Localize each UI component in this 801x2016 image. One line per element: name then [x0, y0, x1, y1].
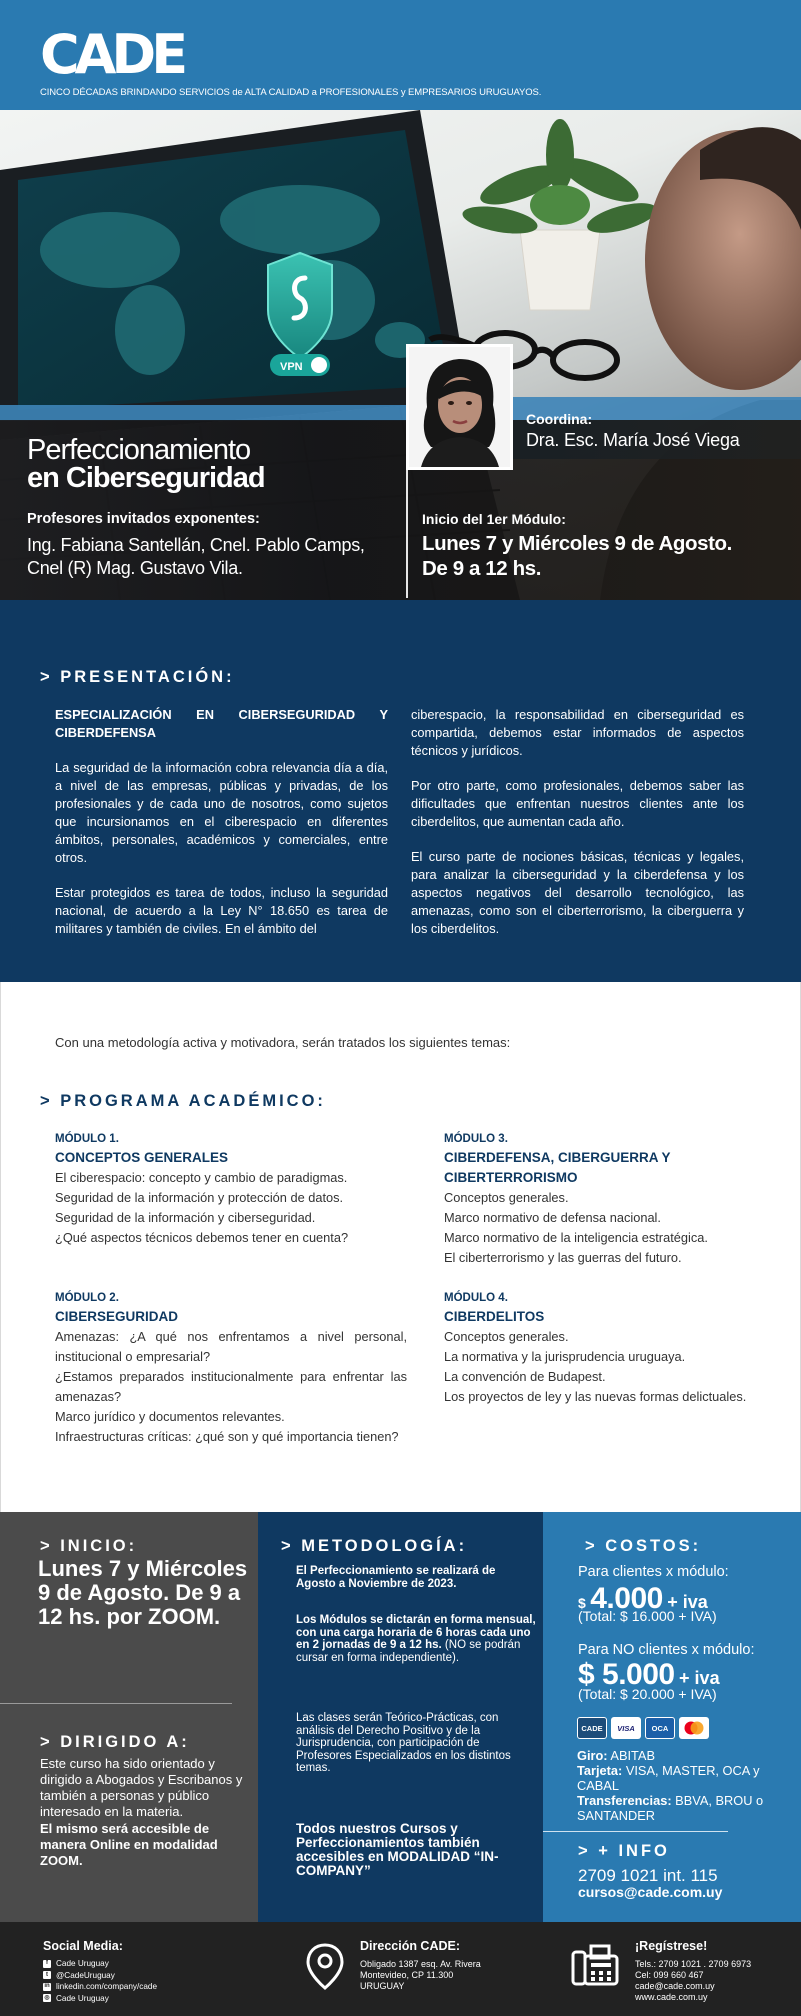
info-heading: > + INFO: [578, 1842, 670, 1860]
nonclients-price-value: $ 5.000: [578, 1658, 675, 1691]
course-title-line1: Perfeccionamiento: [27, 434, 251, 466]
social-label: Cade Uruguay: [56, 1993, 109, 2003]
presentation-paragraph: ciberespacio, la responsabilidad en ciberseguridad es compartida, debemos estar informados de aspectos técnicos y jurídicos.: [411, 707, 744, 758]
social-twitter[interactable]: [43, 1970, 157, 1982]
presentation-subtitle: ESPECIALIZACIÓN EN CIBERSEGURIDAD Y CIBERDEFENSA: [55, 707, 388, 740]
register-website[interactable]: www.cade.com.uy: [635, 1992, 708, 2002]
linkedin-icon: in: [44, 1983, 50, 1989]
module-topic: El ciberterrorismo y las guerras del futuro.: [444, 1250, 682, 1265]
oca-card-icon: OCA: [645, 1717, 675, 1739]
address-line: Montevideo, CP 11.300: [360, 1970, 454, 1980]
nonclients-iva: + iva: [679, 1668, 720, 1688]
professors-label: Profesores invitados exponentes:: [27, 511, 260, 527]
facebook-icon: f: [43, 1960, 51, 1968]
info-email[interactable]: cursos@cade.com.uy: [578, 1884, 723, 1900]
vpn-badge: VPN: [280, 361, 303, 373]
metodologia-schedule-note: (NO se podrán cursar en forma independiente).: [296, 1639, 521, 1664]
nonclients-price-label: Para NO clientes x módulo:: [578, 1642, 755, 1658]
module-name: CIBERDELITOS: [444, 1309, 545, 1324]
divider: [0, 1703, 232, 1704]
coordinator-photo: [406, 344, 513, 470]
dirigido-online-note: El mismo será accesible de manera Online en modalidad ZOOM.: [40, 1821, 218, 1868]
coordinator-label: Coordina:: [526, 411, 593, 427]
module-topic: Marco normativo de defensa nacional.: [444, 1210, 661, 1225]
presentation-heading: > PRESENTACIÓN:: [40, 668, 235, 686]
metodologia-incompany: Todos nuestros Cursos y Perfeccionamientos también accesibles en MODALIDAD “IN-COMPANY”: [296, 1821, 499, 1878]
module-topic: Conceptos generales.: [444, 1190, 569, 1205]
phone-fax-icon: [570, 1944, 620, 1993]
metodologia-heading: > METODOLOGÍA:: [281, 1537, 468, 1555]
module-2: [55, 1289, 407, 1447]
module-topic: Amenazas: ¿A qué nos enfrentamos a nivel personal, institucional o empresarial?: [55, 1329, 407, 1364]
social-title: Social Media:: [43, 1939, 123, 1953]
instagram-icon: ◎: [44, 1994, 50, 2001]
giro-value: ABITAB: [607, 1748, 655, 1763]
start-label: Inicio del 1er Módulo:: [422, 511, 566, 527]
register-contacts: [635, 1959, 751, 2003]
social-instagram[interactable]: [43, 1993, 157, 2005]
presentation-paragraph: Por otro parte, como profesionales, debemos saber las dificultades que enfrentan nuestros clientes ante los ciberdelitos, que aumentan cada año.: [411, 778, 744, 829]
location-pin-icon: [304, 1942, 346, 1997]
register-email[interactable]: cade@cade.com.uy: [635, 1981, 715, 1991]
module-topic: ¿Qué aspectos técnicos debemos tener en cuenta?: [55, 1230, 349, 1245]
dirigido-body: Este curso ha sido orientado y dirigido a Abogados y Escribanos y también a personas y público interesado en la materia.: [40, 1756, 243, 1819]
module-number: MÓDULO 3.: [444, 1133, 508, 1145]
dirigido-heading: > DIRIGIDO A:: [40, 1733, 190, 1751]
tarjeta-value: VISA, MASTER, OCA y CABAL: [577, 1763, 760, 1793]
social-label: linkedin.com/company/cade: [56, 1982, 158, 1991]
hero-accent-strip: [0, 405, 410, 421]
course-title-line2: en Ciberseguridad: [27, 462, 265, 494]
module-topic: Infraestructuras críticas: ¿qué son y qué importancia tienen?: [55, 1429, 399, 1444]
social-linkedin[interactable]: [43, 1981, 157, 1993]
module-topic: Seguridad de la información y ciberseguridad.: [55, 1210, 316, 1225]
inicio-heading: > INICIO:: [40, 1537, 138, 1555]
module-topic: La convención de Budapest.: [444, 1369, 606, 1384]
module-number: MÓDULO 4.: [444, 1292, 508, 1304]
module-number: MÓDULO 1.: [55, 1133, 119, 1145]
nonclients-total: (Total: $ 20.000 + IVA): [578, 1686, 717, 1702]
presentation-paragraph: La seguridad de la información cobra relevancia día a día, a nivel de las empresas, públicas y privadas, de los profesionales y de cada uno de nosotros, como sujetos que incursionamos en el ciberespacio en diferentes ámbitos, personales, académicos y comerciales, entre otros.: [55, 760, 388, 865]
module-3: [444, 1130, 789, 1268]
cade-logo[interactable]: CADE: [40, 23, 184, 86]
module-name: CIBERSEGURIDAD: [55, 1309, 179, 1324]
register-title: ¡Regístrese!: [635, 1939, 708, 1953]
module-topic: Conceptos generales.: [444, 1329, 569, 1344]
metodologia-period: El Perfeccionamiento se realizará de Agosto a Noviembre de 2023.: [296, 1565, 496, 1590]
presentation-column-left: [55, 706, 388, 955]
giro-label: Giro:: [577, 1748, 608, 1763]
address-body: [360, 1959, 500, 1992]
social-label: Cade Uruguay: [56, 1959, 109, 1968]
clients-price-value: 4.000: [590, 1582, 663, 1615]
social-links: [43, 1958, 157, 2004]
twitter-icon: t: [43, 1971, 51, 1979]
professors-names: Ing. Fabiana Santellán, Cnel. Pablo Camps, Cnel (R) Mag. Gustavo Vila.: [27, 535, 365, 578]
mastercard-icon: [679, 1717, 709, 1739]
module-topic: ¿Estamos preparados institucionalmente para enfrentar las amenazas?: [55, 1369, 407, 1404]
info-phone[interactable]: 2709 1021 int. 115: [578, 1866, 718, 1885]
program-intro: Con una metodología activa y motivadora, serán tratados los siguientes temas:: [55, 1035, 511, 1050]
payment-cards: [577, 1717, 709, 1739]
metodologia-schedule: [296, 1614, 536, 1664]
start-hours: De 9 a 12 hs.: [422, 557, 542, 580]
clients-price-label: Para clientes x módulo:: [578, 1564, 729, 1580]
module-topic: Seguridad de la información y protección de datos.: [55, 1190, 344, 1205]
inicio-body: Lunes 7 y Miércoles 9 de Agosto. De 9 a 12 hs. por ZOOM.: [38, 1556, 248, 1629]
clients-iva: + iva: [667, 1592, 708, 1612]
social-label: @CadeUruguay: [56, 1970, 115, 1980]
cade-card-icon: CADE: [577, 1717, 607, 1739]
plant-leaves: [460, 119, 659, 239]
metodologia-classes: Las clases serán Teórico-Prácticas, con análisis del Derecho Positivo y de la Jurisprudencia, con participación de Profesores Especializados en los distintos temas.: [296, 1712, 511, 1774]
costos-heading: > COSTOS:: [585, 1537, 702, 1555]
module-name: CONCEPTOS GENERALES: [55, 1150, 229, 1165]
mastercard-logo: [682, 1720, 706, 1736]
module-1: [55, 1130, 400, 1248]
address-title: Dirección CADE:: [360, 1939, 461, 1953]
visa-card-icon: VISA: [611, 1717, 641, 1739]
register-cell[interactable]: Cel: 099 660 467: [635, 1970, 704, 1980]
transfer-value: BBVA, BROU o SANTANDER: [577, 1793, 764, 1823]
divider: [543, 1831, 728, 1832]
social-facebook[interactable]: [43, 1958, 157, 1970]
start-dates: Lunes 7 y Miércoles 9 de Agosto.: [422, 532, 732, 555]
tarjeta-label: Tarjeta:: [577, 1763, 623, 1778]
module-topic: La normativa y la jurisprudencia uruguaya.: [444, 1349, 686, 1364]
metodologia-schedule-bold: Los Módulos se dictarán en forma mensual, con una carga horaria de 6 horas cada uno en 2 jornadas de 9 a 12 hs.: [296, 1614, 536, 1651]
plant-pot: [520, 230, 600, 310]
address-line: Obligado 1387 esq. Av. Rivera: [360, 1959, 481, 1969]
presentation-paragraph: El curso parte de nociones básicas, técnicas y legales, para analizar la ciberseguridad y la ciberdefensa y los aspectos negativos del desarrollo tecnológico, las amenazas, como son el ciberterrorismo, la ciberguerra y los ciberdelitos.: [411, 849, 744, 936]
currency-symbol: $: [578, 1595, 586, 1611]
clients-total: (Total: $ 16.000 + IVA): [578, 1608, 717, 1624]
program-heading: > PROGRAMA ACADÉMICO:: [40, 1092, 326, 1110]
module-number: MÓDULO 2.: [55, 1292, 119, 1304]
register-phones[interactable]: Tels.: 2709 1021 . 2709 6973: [635, 1959, 752, 1969]
module-topic: Los proyectos de ley y las nuevas formas delictuales.: [444, 1389, 747, 1404]
coordinator-portrait: [409, 347, 510, 467]
module-topic: El ciberespacio: concepto y cambio de paradigmas.: [55, 1170, 348, 1185]
module-name: CIBERDEFENSA, CIBERGUERRA Y CIBERTERRORISMO: [444, 1150, 671, 1185]
presentation-paragraph: Estar protegidos es tarea de todos, incluso la seguridad nacional, de acuerdo a la Ley N° 18.650 es tarea de militares y también de civiles. En el ámbito del: [55, 885, 388, 936]
coordinator-name: Dra. Esc. María José Viega: [526, 430, 740, 450]
payment-methods: [577, 1748, 792, 1823]
brand-tagline: CINCO DÉCADAS BRINDANDO SERVICIOS de ALTA CALIDAD a PROFESIONALES y EMPRESARIOS URUGUAYOS.: [40, 87, 542, 98]
module-topic: Marco normativo de la inteligencia estratégica.: [444, 1230, 708, 1245]
module-topic: Marco jurídico y documentos relevantes.: [55, 1409, 285, 1424]
presentation-column-right: [411, 706, 744, 955]
transfer-label: Transferencias:: [577, 1793, 672, 1808]
address-line: URUGUAY: [360, 1981, 405, 1991]
hero-divider: [406, 460, 408, 598]
module-4: [444, 1289, 789, 1407]
